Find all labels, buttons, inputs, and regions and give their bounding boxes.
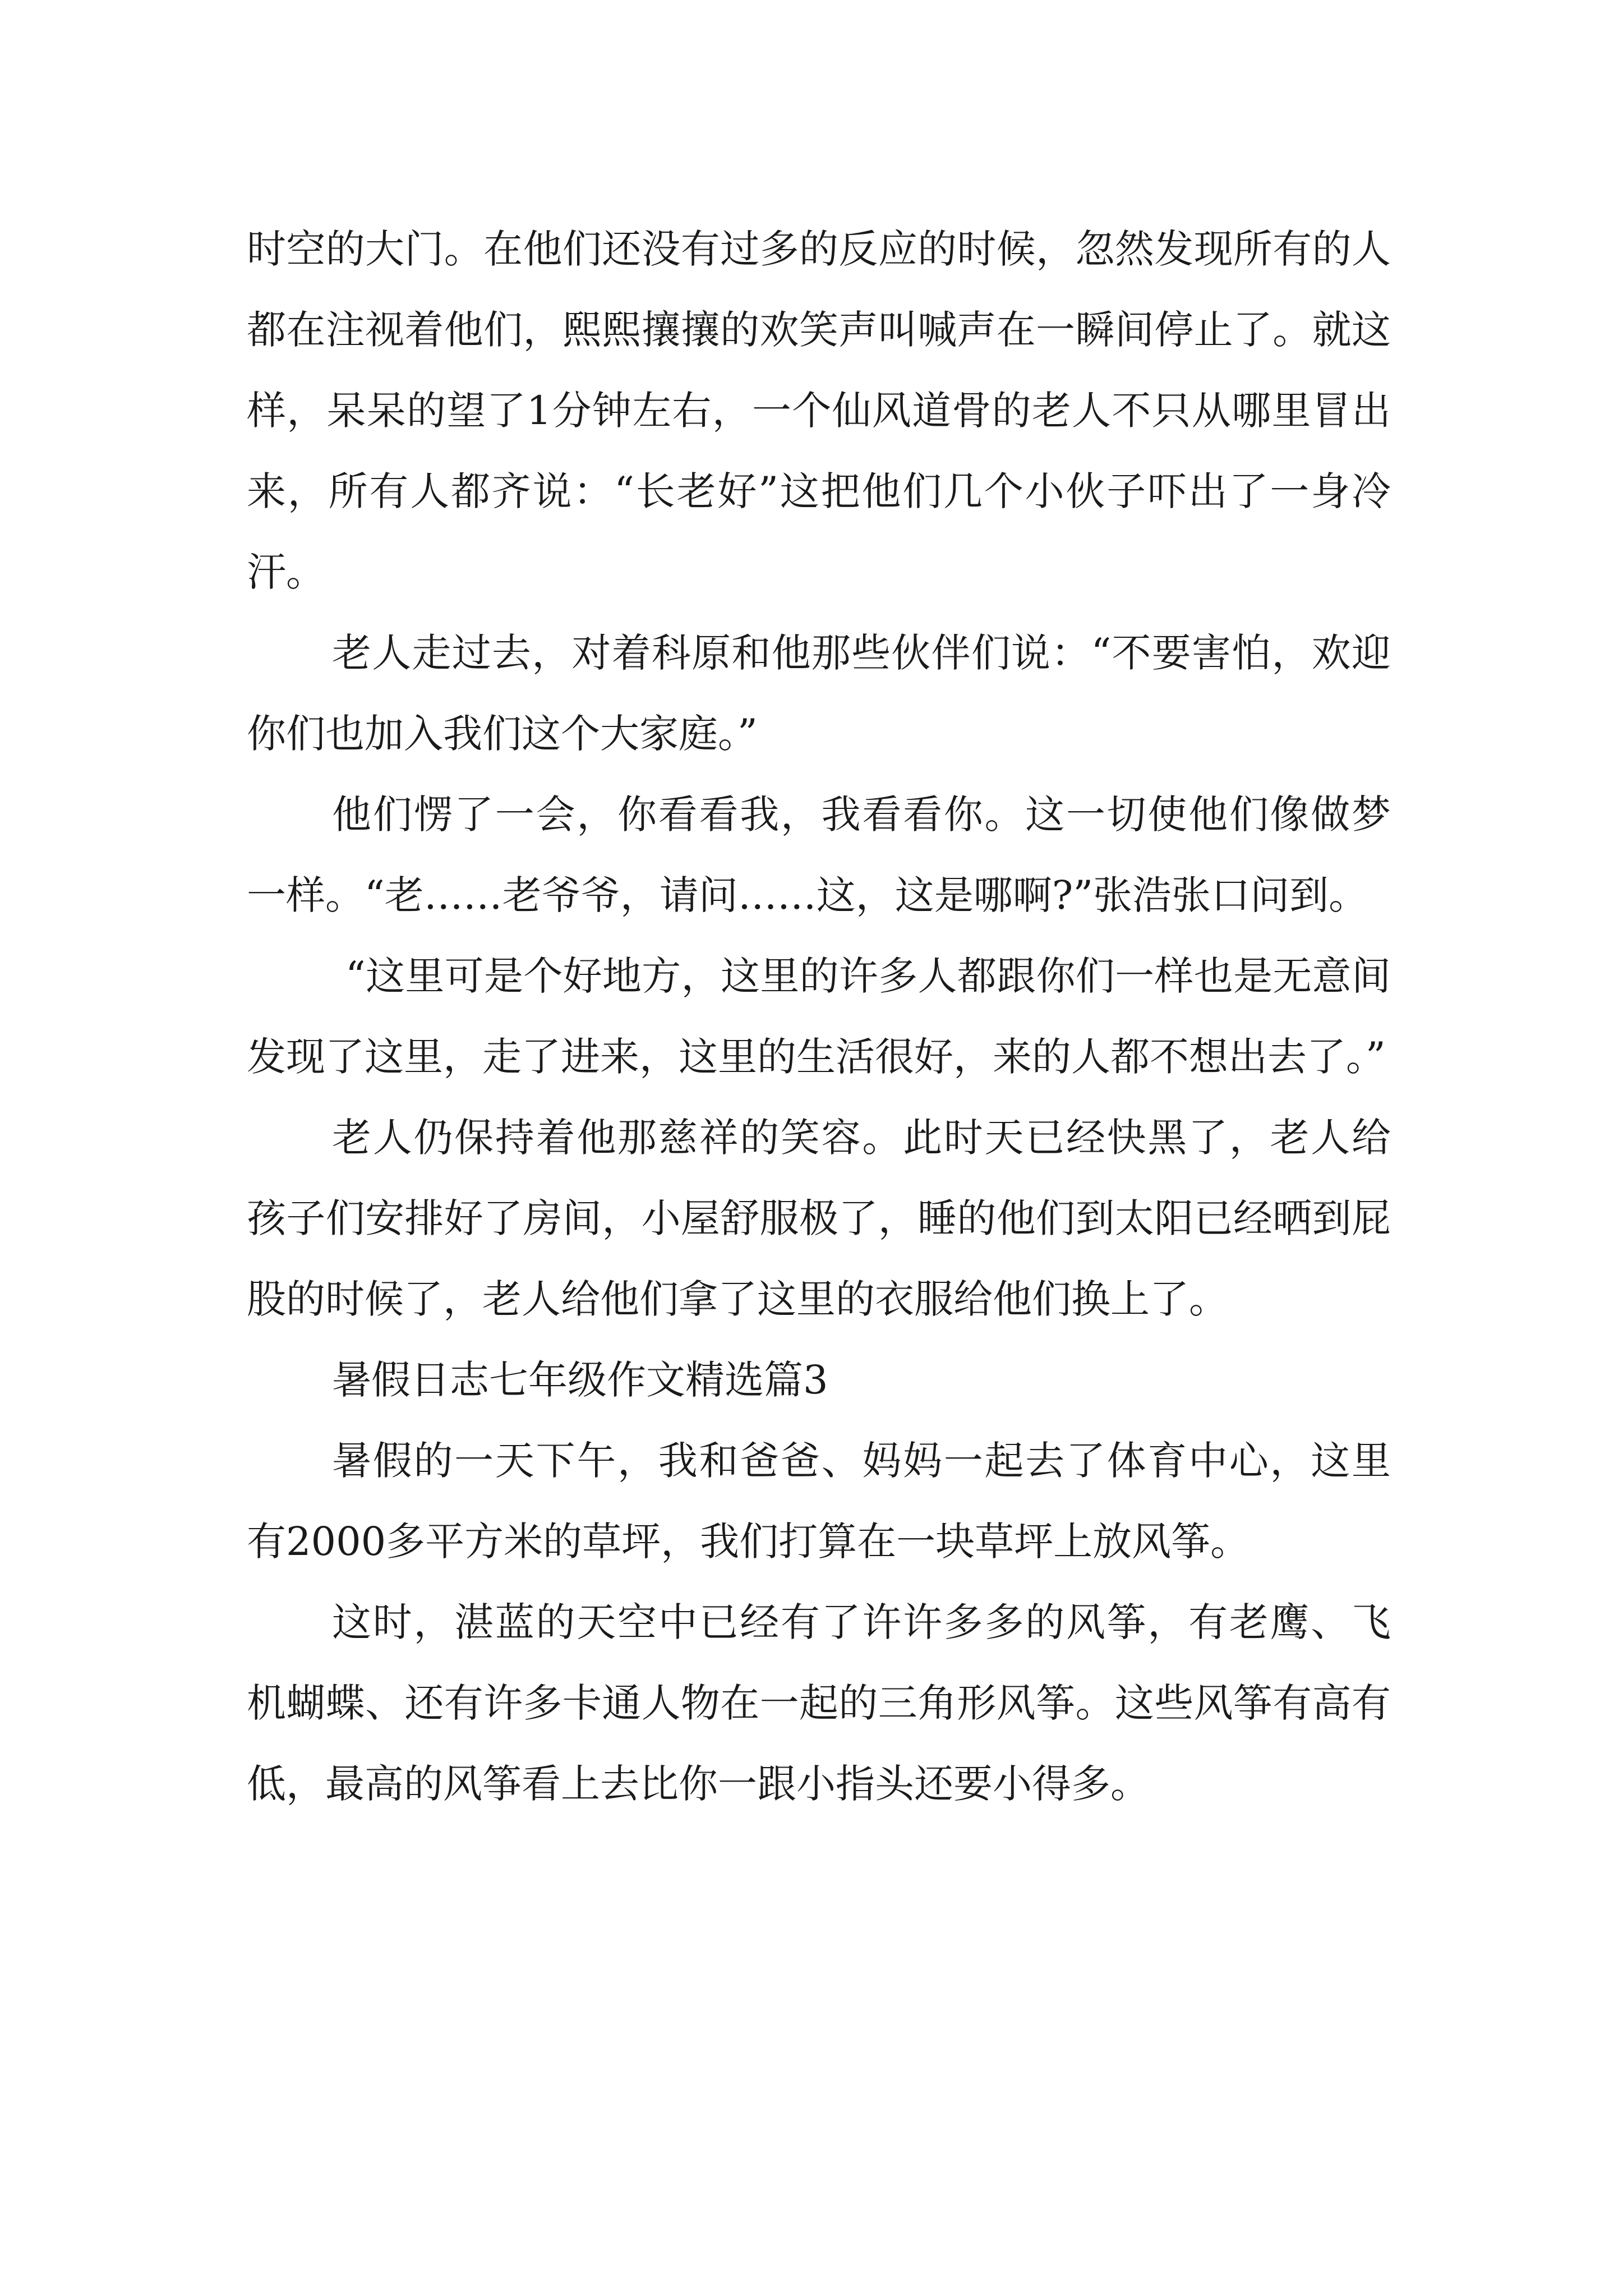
- paragraph-night-stay: 老人仍保持着他那慈祥的笑容。此时天已经快黑了，老人给孩子们安排好了房间，小屋舒服极了，睡的他们到太阳已经晒到屁股的时候了，老人给他们拿了这里的衣服给他们换上了。: [247, 1115, 1391, 1322]
- paragraph-question: 他们愣了一会，你看看我，我看看你。这一切使他们像做梦一样。“老……老爷爷，请问……这，这是哪啊?”张浩张口问到。: [247, 792, 1391, 918]
- section-title: 暑假日志七年级作文精选篇3: [332, 1357, 828, 1403]
- document-body: [247, 209, 1391, 1824]
- paragraph-elder-welcome: 老人走过去，对着科原和他那些伙伴们说：“不要害怕，欢迎你们也加入我们这个大家庭。”: [247, 630, 1391, 757]
- paragraph-kite-sky: 这时，湛蓝的天空中已经有了许许多多的风筝，有老鹰、飞机蝴蝶、还有许多卡通人物在一起的三角形风筝。这些风筝有高有低，最高的风筝看上去比你一跟小指头还要小得多。: [247, 1599, 1391, 1807]
- paragraph-kite-outing: 暑假的一天下午，我和爸爸、妈妈一起去了体育中心，这里有2000多平方米的草坪，我们打算在一块草坪上放风筝。: [247, 1438, 1391, 1565]
- paragraph-elder-reply: “这里可是个好地方，这里的许多人都跟你们一样也是无意间发现了这里，走了进来，这里的生活很好，来的人都不想出去了。”: [247, 953, 1391, 1080]
- paragraph-continued: 时空的大门。在他们还没有过多的反应的时候，忽然发现所有的人都在注视着他们，熙熙攘攘的欢笑声叫喊声在一瞬间停止了。就这样，呆呆的望了1分钟左右，一个仙风道骨的老人不只从哪里冒出来，所有人都齐说：“长老好”这把他们几个小伙子吓出了一身冷汗。: [247, 226, 1391, 595]
